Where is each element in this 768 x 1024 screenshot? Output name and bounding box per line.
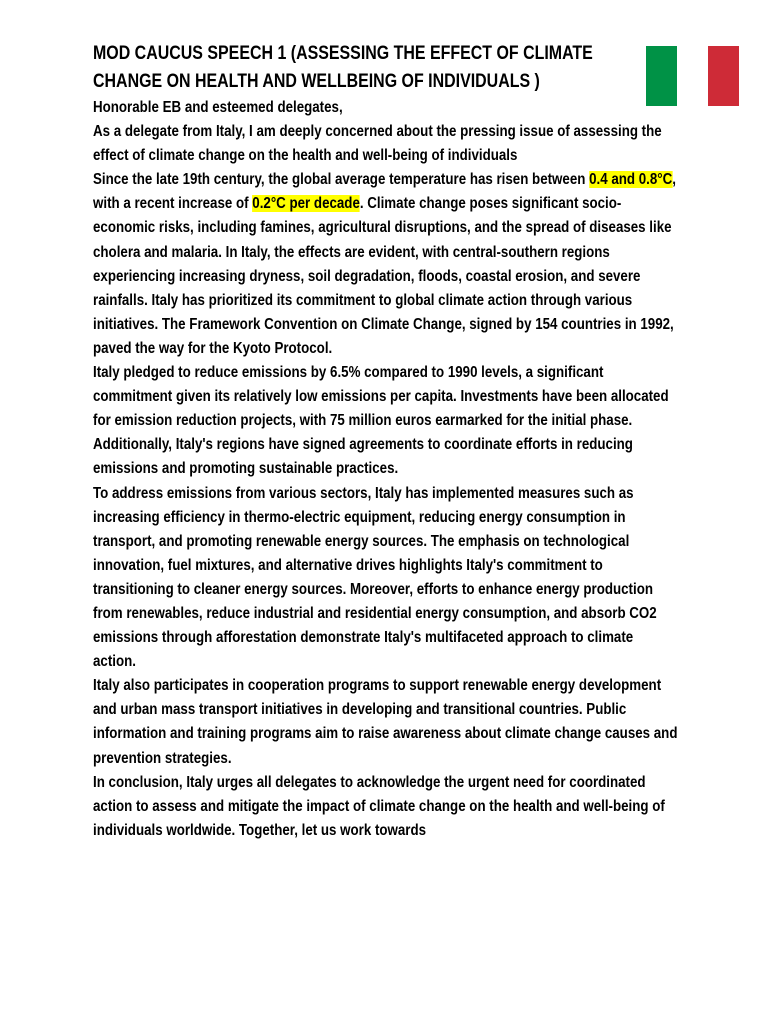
flag-red-band	[708, 46, 739, 106]
paragraph-temperature-text-b: , with a recent increase of	[93, 171, 676, 213]
paragraph-emissions-pledge: Italy pledged to reduce emissions by 6.5% compared to 1990 levels, a significant commitment given its relatively low emissions per capita. Investments have been allocated for emission reduction projects, with 75 million euros earmarked for the initial phase. Additionally, Italy's regions have signed agreements to coordinate efforts in reducing emissions and promoting sustainable practices.	[93, 364, 669, 478]
document-title: MOD CAUCUS SPEECH 1 (ASSESSING THE EFFECT OF CLIMATE CHANGE ON HEALTH AND WELLBEING OF INDIVIDUALS )	[93, 43, 593, 92]
paragraph-conclusion: In conclusion, Italy urges all delegates to acknowledge the urgent need for coordinated action to assess and mitigate the impact of climate change on the health and well-being of individuals worldwide. Together, let us work towards	[93, 773, 665, 839]
paragraph-temperature	[93, 168, 678, 361]
document-body	[93, 96, 678, 843]
flag-white-band	[677, 46, 708, 106]
paragraph-intro: As a delegate from Italy, I am deeply concerned about the pressing issue of assessing the effect of climate change on the health and well-being of individuals	[93, 123, 662, 165]
highlight-temperature-range: 0.4 and 0.8°C	[589, 171, 673, 189]
paragraph-temperature-text-a: Since the late 19th century, the global average temperature has risen between	[93, 171, 590, 189]
document-page	[93, 40, 678, 843]
paragraph-cooperation: Italy also participates in cooperation programs to support renewable energy development and urban mass transport initiatives in developing and transitional countries. Public information and training programs aim to raise awareness about climate change causes and prevention strategies.	[93, 677, 678, 767]
highlight-decade-increase: 0.2°C per decade	[252, 195, 360, 213]
paragraph-sector-measures: To address emissions from various sectors, Italy has implemented measures such as increasing efficiency in thermo-electric equipment, reducing energy consumption in transport, and promoting renewable energy sources. The emphasis on technological innovation, fuel mixtures, and alternative drives highlights Italy's commitment to transitioning to cleaner energy sources. Moreover, efforts to enhance energy production from renewables, reduce industrial and residential energy consumption, and absorb CO2 emissions through afforestation demonstrate Italy's multifaceted approach to climate action.	[93, 484, 657, 671]
salutation: Honorable EB and esteemed delegates,	[93, 99, 343, 116]
paragraph-temperature-text-c: . Climate change poses significant socio-economic risks, including famines, agricultural disruptions, and the spread of diseases like cholera and malaria. In Italy, the effects are evident, with central-southern regions experiencing increasing dryness, soil degradation, floods, coastal erosion, and severe rainfalls. Italy has prioritized its commitment to global climate action through various initiatives. The Framework Convention on Climate Change, signed by 154 countries in 1992, paved the way for the Kyoto Protocol.	[93, 195, 674, 357]
